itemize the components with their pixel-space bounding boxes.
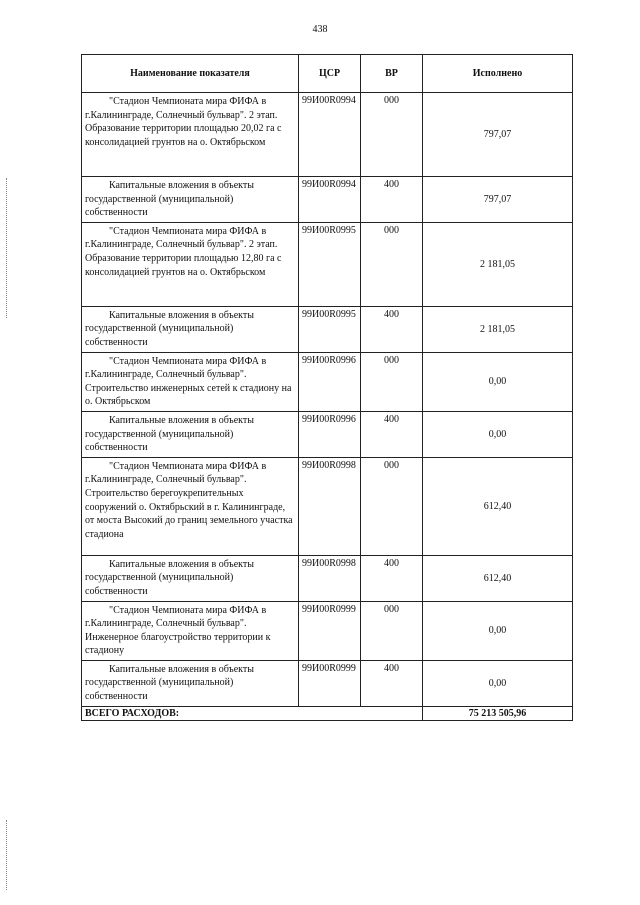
row-executed: 0,00 bbox=[423, 352, 573, 411]
row-executed: 612,40 bbox=[423, 555, 573, 601]
row-name: Капитальные вложения в объекты государственной (муниципальной) собственности bbox=[82, 177, 299, 223]
table-row bbox=[82, 93, 573, 177]
total-row bbox=[82, 706, 573, 720]
table-row bbox=[82, 306, 573, 352]
header-vr: ВР bbox=[361, 55, 423, 93]
table-row bbox=[82, 352, 573, 411]
row-executed: 797,07 bbox=[423, 177, 573, 223]
total-executed: 75 213 505,96 bbox=[423, 706, 573, 720]
row-executed: 0,00 bbox=[423, 660, 573, 706]
row-name: "Стадион Чемпионата мира ФИФА в г.Калининграде, Солнечный бульвар". Инженерное благоустройство территории к стадиону bbox=[82, 601, 299, 660]
table-header-row bbox=[82, 55, 573, 93]
scan-edge-mark bbox=[6, 820, 8, 890]
table-row bbox=[82, 411, 573, 457]
row-csr: 99И00R0996 bbox=[299, 352, 361, 411]
row-vr: 000 bbox=[361, 93, 423, 177]
row-csr: 99И00R0994 bbox=[299, 177, 361, 223]
row-executed: 612,40 bbox=[423, 457, 573, 555]
row-name: Капитальные вложения в объекты государственной (муниципальной) собственности bbox=[82, 555, 299, 601]
row-csr: 99И00R0999 bbox=[299, 601, 361, 660]
scan-edge-mark bbox=[6, 178, 8, 318]
row-vr: 400 bbox=[361, 555, 423, 601]
row-vr: 000 bbox=[361, 222, 423, 306]
row-executed: 0,00 bbox=[423, 601, 573, 660]
table-row bbox=[82, 177, 573, 223]
row-csr: 99И00R0996 bbox=[299, 411, 361, 457]
table-row bbox=[82, 601, 573, 660]
row-name: Капитальные вложения в объекты государственной (муниципальной) собственности bbox=[82, 660, 299, 706]
row-name: "Стадион Чемпионата мира ФИФА в г.Калининграде, Солнечный бульвар". Строительство инженерных сетей к стадиону на о. Октябрьском bbox=[82, 352, 299, 411]
row-name: "Стадион Чемпионата мира ФИФА в г.Калининграде, Солнечный бульвар". Строительство берегоукрепительных сооружений о. Октябрьский в г. Калининграде, от моста Высокий до границ земельного участка стадиона bbox=[82, 457, 299, 555]
row-csr: 99И00R0998 bbox=[299, 457, 361, 555]
header-name: Наименование показателя bbox=[82, 55, 299, 93]
row-executed: 0,00 bbox=[423, 411, 573, 457]
row-csr: 99И00R0998 bbox=[299, 555, 361, 601]
row-vr: 400 bbox=[361, 660, 423, 706]
row-executed: 2 181,05 bbox=[423, 222, 573, 306]
row-name: Капитальные вложения в объекты государственной (муниципальной) собственности bbox=[82, 306, 299, 352]
row-vr: 400 bbox=[361, 411, 423, 457]
row-name: "Стадион Чемпионата мира ФИФА в г.Калининграде, Солнечный бульвар". 2 этап. Образование территории площадью 20,02 га с консолидацией грунтов на о. Октябрьском bbox=[82, 93, 299, 177]
header-executed: Исполнено bbox=[423, 55, 573, 93]
row-vr: 000 bbox=[361, 457, 423, 555]
table-row bbox=[82, 222, 573, 306]
row-name: "Стадион Чемпионата мира ФИФА в г.Калининграде, Солнечный бульвар". 2 этап. Образование территории площадью 12,80 га с консолидацией грунтов на о. Октябрьском bbox=[82, 222, 299, 306]
row-vr: 400 bbox=[361, 177, 423, 223]
row-vr: 000 bbox=[361, 352, 423, 411]
row-csr: 99И00R0995 bbox=[299, 222, 361, 306]
header-csr: ЦСР bbox=[299, 55, 361, 93]
row-name: Капитальные вложения в объекты государственной (муниципальной) собственности bbox=[82, 411, 299, 457]
row-vr: 400 bbox=[361, 306, 423, 352]
row-csr: 99И00R0999 bbox=[299, 660, 361, 706]
page-number: 438 bbox=[312, 24, 328, 35]
table-row bbox=[82, 457, 573, 555]
table-row bbox=[82, 555, 573, 601]
total-label: ВСЕГО РАСХОДОВ: bbox=[82, 706, 423, 720]
row-executed: 2 181,05 bbox=[423, 306, 573, 352]
row-csr: 99И00R0994 bbox=[299, 93, 361, 177]
table-row bbox=[82, 660, 573, 706]
row-executed: 797,07 bbox=[423, 93, 573, 177]
row-csr: 99И00R0995 bbox=[299, 306, 361, 352]
expenditure-table bbox=[81, 54, 573, 721]
row-vr: 000 bbox=[361, 601, 423, 660]
